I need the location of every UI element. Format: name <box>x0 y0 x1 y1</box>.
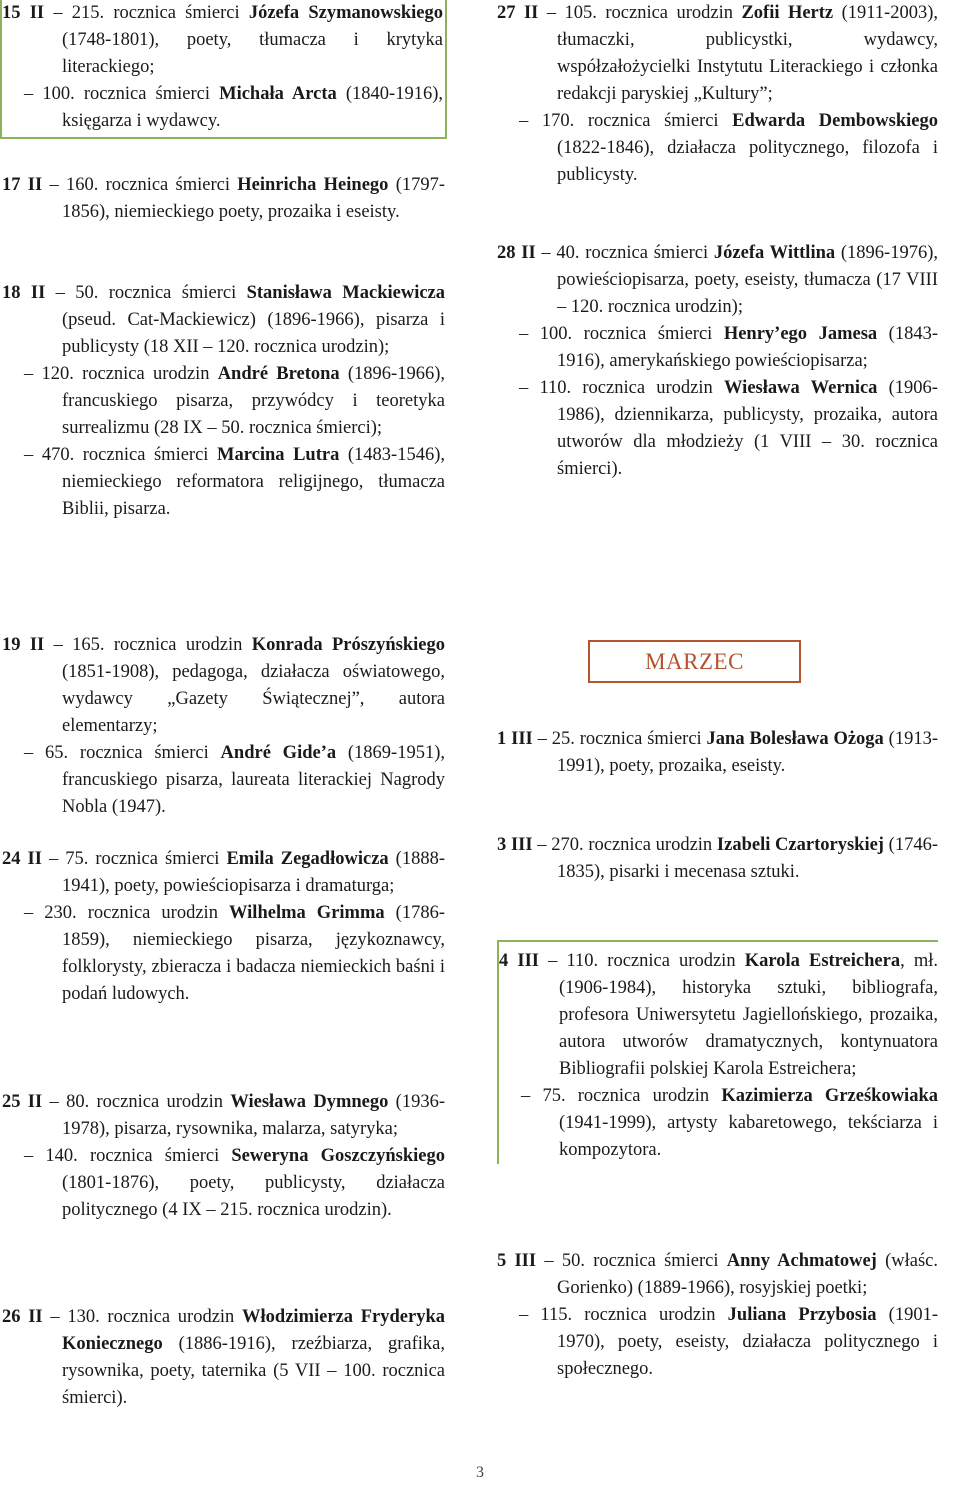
entry-text: – 140. rocznica śmierci <box>24 1146 232 1166</box>
person-name: Konrada Prószyńskiego <box>251 635 445 655</box>
entry-line-continued <box>519 108 938 189</box>
entry-line-first <box>497 1248 938 1302</box>
entry-date: 28 II <box>497 243 536 263</box>
entry-text: (1896-1976), powieściopisarza, poety, eseisty, tłumacza (17 VIII – 120. rocznica urodzin); <box>557 243 938 317</box>
entry-date: 1 III <box>497 729 533 749</box>
entry-text: (1851-1908), pedagoga, działacza oświatowego, wydawcy „Gazety Świątecznej”, autora elementarzy; <box>62 662 445 736</box>
entry-line-first <box>497 832 938 886</box>
person-name: Wiesława Dymnego <box>230 1092 389 1112</box>
entry-text: – 110. rocznica urodzin <box>548 951 745 971</box>
entry-date: 27 II <box>497 3 539 23</box>
entry-line-continued <box>519 375 938 483</box>
entry-text: – 25. rocznica śmierci <box>537 729 707 749</box>
entry-text: – 100. rocznica śmierci <box>519 324 724 344</box>
entry-text: – 75. rocznica śmierci <box>48 849 227 869</box>
person-name: André Gide’a <box>220 743 337 763</box>
entry-line-continued <box>519 1302 938 1383</box>
entry-text: (1483-1546), niemieckiego reformatora religijnego, tłumacza Biblii, pisarza. <box>62 445 446 519</box>
anniversary-entry <box>2 1304 445 1412</box>
entry-date: 17 II <box>2 175 43 195</box>
anniversary-entry <box>0 0 447 139</box>
person-name: Heinricha Heinego <box>237 175 389 195</box>
entry-text: (1786-1859), niemieckiego pisarza, językoznawcy, folklorysty, zbieracza i badacza niemieckich baśni i podań ludowych. <box>62 903 445 1004</box>
entry-text: – 170. rocznica śmierci <box>519 111 733 131</box>
entry-date: 15 II <box>2 3 45 23</box>
entry-text: (1888-1941), poety, powieściopisarza i dramaturga; <box>62 849 446 896</box>
entry-line-first <box>499 948 938 1083</box>
entry-date: 4 III <box>499 951 539 971</box>
entry-text: (1869-1951), francuskiego pisarza, laureata literackiej Nagrody Nobla (1947). <box>62 743 445 817</box>
entry-text: – 65. rocznica śmierci <box>24 743 221 763</box>
entry-line-continued <box>24 442 446 523</box>
entry-text: (1748-1801), poety, tłumacza i krytyka literackiego; <box>62 30 443 77</box>
entry-text: – 110. rocznica urodzin <box>519 378 725 398</box>
person-name: Marcina Lutra <box>217 445 340 465</box>
anniversary-entry <box>497 940 938 1164</box>
entry-text: (1840-1916), księgarza i wydawcy. <box>62 84 443 131</box>
person-name: Michała Arcta <box>219 84 337 104</box>
entry-text: (1941-1999), artysty kabaretowego, tekściarza i kompozytora. <box>559 1113 938 1160</box>
entry-text: – 50. rocznica śmierci <box>55 283 247 303</box>
person-name: Emila Zegadłowicza <box>226 849 389 869</box>
anniversary-entry <box>497 726 938 780</box>
anniversary-entry <box>2 846 445 1008</box>
page-number: 3 <box>476 1464 484 1481</box>
entry-text: – 40. rocznica śmierci <box>541 243 714 263</box>
entry-text: (1843-1916), amerykańskiego powieściopisarza; <box>557 324 939 371</box>
person-name: Włodzimierza Fryderyka Koniecznego <box>62 1307 445 1354</box>
entry-line-first <box>497 240 938 321</box>
entry-text: (1797-1856), niemieckiego poety, prozaika i eseisty. <box>62 175 446 222</box>
entry-text: (1911-2003), tłumaczki, publicystki, wydawcy, współzałożycielki Instytutu Literackiego i członka redakcji paryskiej „Kultury”; <box>557 3 939 104</box>
entry-text: – 120. rocznica urodzin <box>24 364 218 384</box>
entry-text: – 115. rocznica urodzin <box>519 1305 728 1325</box>
entry-text: – 75. rocznica urodzin <box>521 1086 722 1106</box>
entry-line-first <box>2 846 446 900</box>
anniversary-entry <box>2 172 445 226</box>
entry-text: – 100. rocznica śmierci <box>24 84 220 104</box>
person-name: Edwarda Dembowskiego <box>732 111 938 131</box>
entry-text: (1901-1970), poety, eseisty, działacza politycznego i społecznego. <box>557 1305 938 1379</box>
entry-line-first <box>2 632 445 740</box>
anniversary-entry <box>497 1248 938 1383</box>
entry-line-first <box>497 726 939 780</box>
entry-line-first <box>2 280 446 361</box>
entry-line-continued <box>24 740 445 821</box>
person-name: Wiesława Wernica <box>724 378 878 398</box>
person-name: Jana Bolesława Ożoga <box>706 729 884 749</box>
entry-text: (1886-1916), rzeźbiarza, grafika, rysownika, poety, taternika (5 VII – 100. rocznica śmierci). <box>62 1334 445 1408</box>
entry-text: – 215. rocznica śmierci <box>53 3 249 23</box>
anniversary-entry <box>2 280 445 523</box>
person-name: Kazimierza Grześkowiaka <box>721 1086 938 1106</box>
entry-text: (1913-1991), poety, prozaika, eseisty. <box>557 729 939 776</box>
entry-line-first <box>2 1089 445 1143</box>
entry-text: , mł. (1906-1984), historyka sztuki, bibliografa, profesora Uniwersytetu Jagiellońskiego, prozaika, autora utworów dramatycznych, kontynuatora Bibliografii polskiej Karola Estreichera; <box>559 951 938 1079</box>
entry-line-first <box>497 0 939 108</box>
entry-text: (1896-1966), francuskiego pisarza, przywódcy i teoretyka surrealizmu (28 IX – 50. rocznica śmierci); <box>62 364 445 438</box>
entry-text: – 165. rocznica urodzin <box>53 635 252 655</box>
person-name: Józefa Wittlina <box>713 243 836 263</box>
person-name: Stanisława Mackiewicza <box>246 283 446 303</box>
person-name: Juliana Przybosia <box>727 1305 877 1325</box>
person-name: Józefa Szymanowskiego <box>248 3 444 23</box>
anniversary-entry <box>497 240 938 483</box>
entry-text: – 130. rocznica urodzin <box>50 1307 243 1327</box>
entry-date: 18 II <box>2 283 46 303</box>
section-heading-label: MARZEC <box>645 649 744 674</box>
entry-line-continued <box>24 900 445 1008</box>
entry-line-continued <box>521 1083 938 1164</box>
person-name: Seweryna Goszczyńskiego <box>231 1146 445 1166</box>
section-heading-marzec <box>588 640 801 683</box>
entry-line-continued <box>24 1143 445 1224</box>
entry-text: (pseud. Cat-Mackiewicz) (1896-1966), pisarza i publicysty (18 XII – 120. rocznica urodzin); <box>62 310 445 357</box>
entry-text: – 160. rocznica śmierci <box>49 175 238 195</box>
entry-text: (1801-1876), poety, publicysty, działacza politycznego (4 IX – 215. rocznica urodzin). <box>62 1173 445 1220</box>
person-name: Karola Estreichera <box>744 951 901 971</box>
entry-text: – 230. rocznica urodzin <box>24 903 229 923</box>
entry-text: (1936-1978), pisarza, rysownika, malarza, satyryka; <box>62 1092 445 1139</box>
person-name: Henry’ego Jamesa <box>723 324 878 344</box>
entry-text: – 270. rocznica urodzin <box>537 835 717 855</box>
entry-text: – 80. rocznica urodzin <box>49 1092 231 1112</box>
entry-text: (1906-1986), dziennikarza, publicysty, prozaika, autora utworów dla młodzieży (1 VIII – 30. rocznica śmierci). <box>557 378 938 479</box>
entry-text: – 470. rocznica śmierci <box>24 445 218 465</box>
person-name: Anny Achmatowej <box>726 1251 877 1271</box>
entry-text: (1746-1835), pisarki i mecenasa sztuki. <box>557 835 938 882</box>
anniversary-entry <box>2 1089 445 1224</box>
entry-text: (1822-1846), działacza politycznego, filozofa i publicysty. <box>557 138 938 185</box>
anniversary-entry <box>2 632 445 821</box>
person-name: Izabeli Czartoryskiej <box>716 835 884 855</box>
anniversary-entry <box>497 832 938 886</box>
entry-line-continued <box>24 361 445 442</box>
entry-text: – 105. rocznica urodzin <box>546 3 742 23</box>
entry-line-first <box>2 1304 445 1412</box>
entry-line-continued <box>519 321 939 375</box>
entry-date: 25 II <box>2 1092 43 1112</box>
entry-date: 19 II <box>2 635 45 655</box>
person-name: Zofii Hertz <box>741 3 834 23</box>
entry-line-continued <box>24 81 443 135</box>
person-name: André Bretona <box>217 364 340 384</box>
entry-date: 26 II <box>2 1307 43 1327</box>
person-name: Wilhelma Grimma <box>229 903 385 923</box>
entry-line-first <box>2 172 446 226</box>
entry-text: – 50. rocznica śmierci <box>544 1251 727 1271</box>
entry-date: 24 II <box>2 849 42 869</box>
entry-date: 3 III <box>497 835 533 855</box>
entry-date: 5 III <box>497 1251 537 1271</box>
entry-text: (właśc. Gorienko) (1889-1966), rosyjskiej poetki; <box>557 1251 938 1298</box>
anniversary-entry <box>497 0 938 189</box>
entry-line-first <box>2 0 444 81</box>
